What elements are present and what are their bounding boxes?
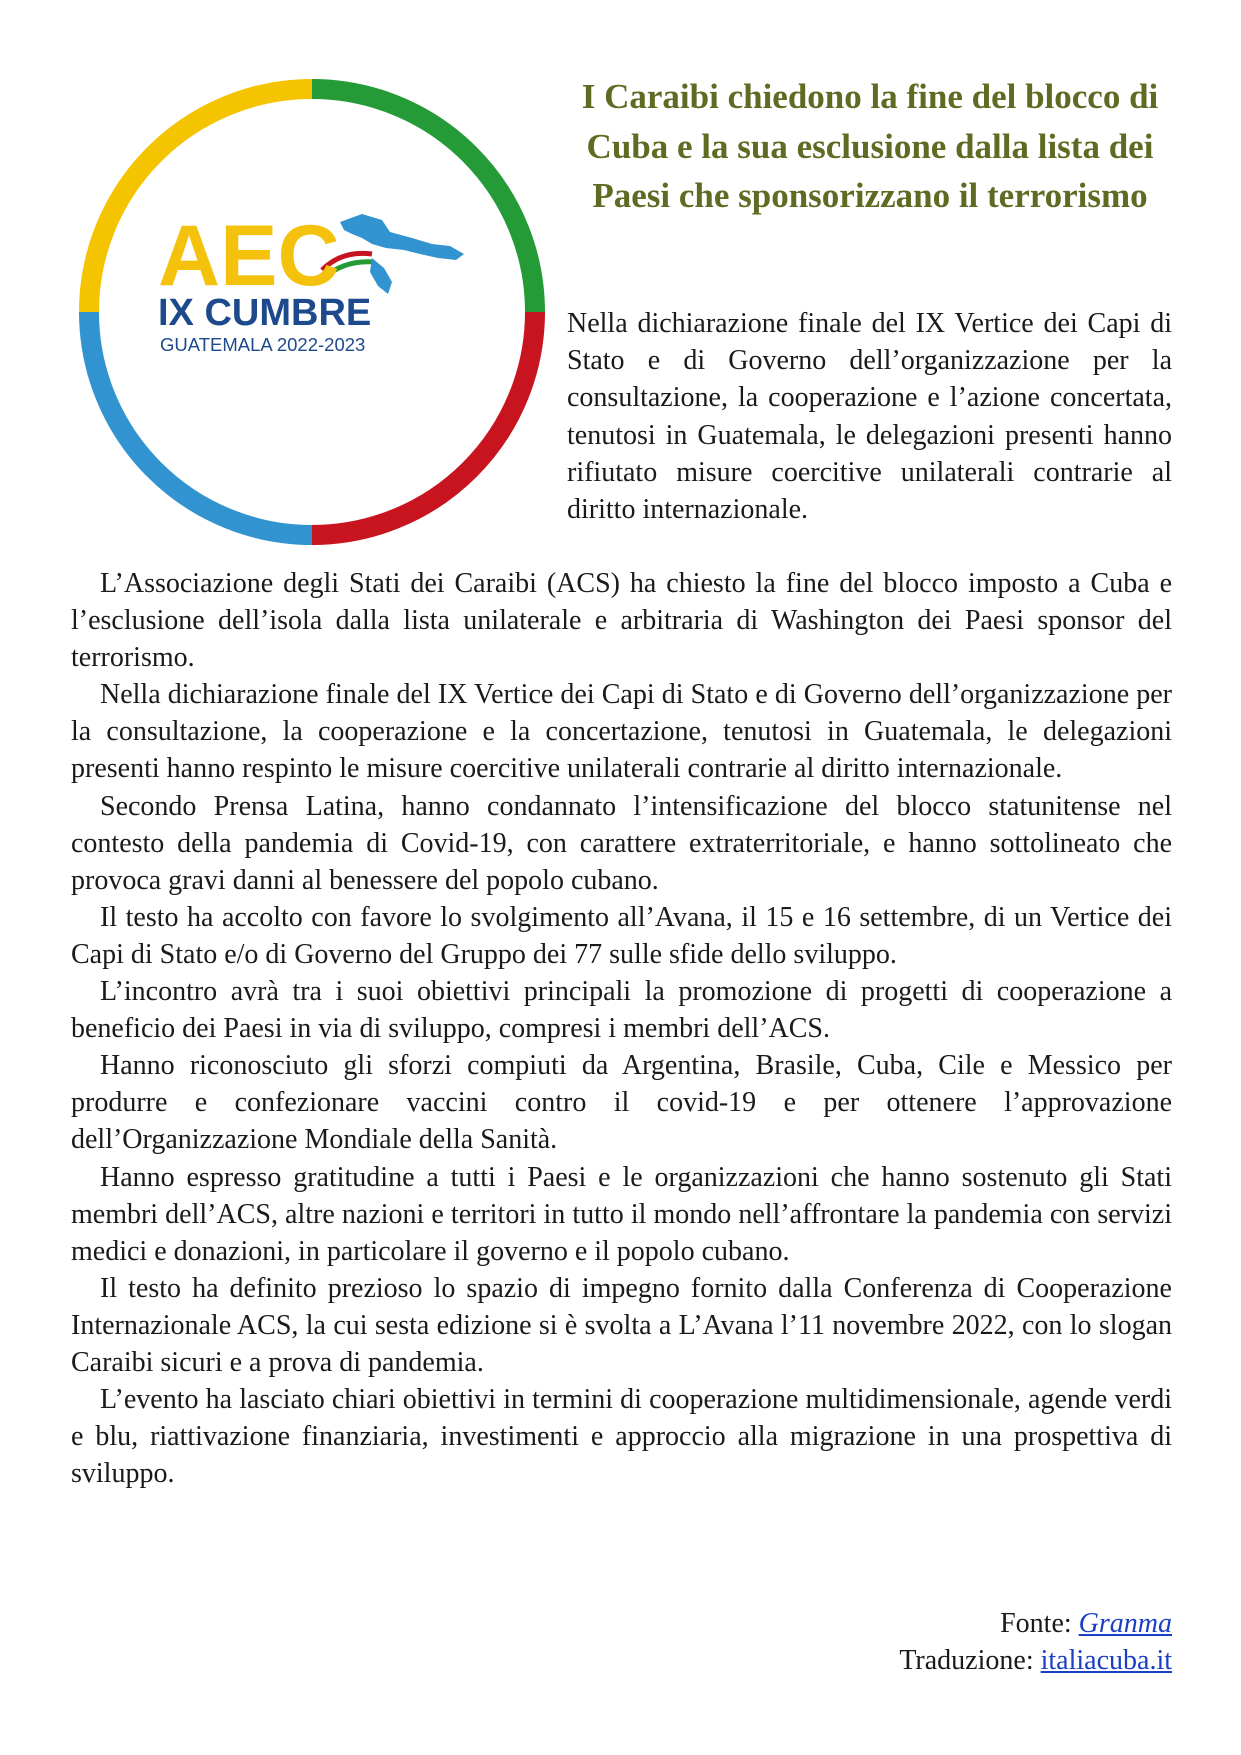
body-paragraph: Hanno espresso gratitudine a tutti i Paesi e le organizzazioni che hanno sostenuto gli Stati membri dell’ACS, altre nazioni e territori in tutto il mondo nell’affrontare la pandemia con servizi medici e donazioni, in particolare il governo e il popolo cubano. [71,1161,1172,1267]
body-paragraph: L’Associazione degli Stati dei Caraibi (ACS) ha chiesto la fine del blocco imposto a Cuba e l’esclusione dell’isola dalla lista unilaterale e arbitraria di Washington dei Paesi sponsor del terrorismo. [71,568,1172,674]
body-paragraph: Nella dichiarazione finale del IX Vertice dei Capi di Stato e di Governo dell’organizzazione per la consultazione, la cooperazione e la concertazione, tenutosi in Guatemala, le delegazioni presenti hanno respinto le misure coercitive unilaterali contrarie al diritto internazionale. [71,679,1172,785]
article-body [71,565,1172,1492]
source-label: Fonte: [1000,1608,1079,1639]
source-link[interactable]: Granma [1078,1608,1172,1639]
body-paragraph: Secondo Prensa Latina, hanno condannato l’intensificazione del blocco statunitense nel contesto della pandemia di Covid-19, con carattere extraterritoriale, e hanno sottolineato che provoca gravi danni al benessere del popolo cubano. [71,790,1172,896]
translation-line [899,1642,1172,1679]
body-paragraph: Il testo ha definito prezioso lo spazio di impegno fornito dalla Conferenza di Cooperazione Internazionale ACS, la cui sesta edizione si è svolta a L’Avana l’11 novembre 2022, con lo slogan Caraibi sicuri e a prova di pandemia. [71,1272,1172,1378]
article-footer [899,1605,1172,1679]
article-intro: Nella dichiarazione finale del IX Vertice dei Capi di Stato e di Governo dell’organizzazione per la consultazione, la cooperazione e l’azione concertata, tenutosi in Guatemala, le delegazioni presenti hanno rifiutato misure coercitive unilaterali contrarie al diritto internazionale. [567,308,1172,526]
article-title: I Caraibi chiedono la fine del blocco di Cuba e la sua esclusione dalla lista dei Paesi che sponsorizzano il terrorismo [581,77,1159,215]
aec-ix-cumbre-logo [72,72,552,552]
body-paragraph: Hanno riconosciuto gli sforzi compiuti da Argentina, Brasile, Cuba, Cile e Messico per produrre e confezionare vaccini contro il covid-19 e per ottenere l’approvazione dell’Organizzazione Mondiale della Sanità. [71,1050,1172,1156]
logo-acronym: AEC [158,208,340,304]
body-paragraph: Il testo ha accolto con favore lo svolgimento all’Avana, il 15 e 16 settembre, di un Vertice dei Capi di Stato e/o di Governo del Gruppo dei 77 sulle sfide dello sviluppo. [71,901,1172,970]
body-paragraph: L’incontro avrà tra i suoi obiettivi principali la promozione di progetti di cooperazione a beneficio dei Paesi in via di sviluppo, compresi i membri dell’ACS. [71,976,1172,1045]
translation-label: Traduzione: [899,1645,1041,1676]
source-line [899,1605,1172,1642]
logo-ring-green-arc [312,89,535,312]
translation-link[interactable]: italiacuba.it [1040,1645,1172,1676]
logo-cumbre-text: IX CUMBRE [158,292,372,334]
body-paragraph: L’evento ha lasciato chiari obiettivi in termini di cooperazione multidimensionale, agende verdi e blu, riattivazione finanziaria, investimenti e approccio alla migrazione in una prospettiva di sviluppo. [71,1384,1172,1490]
logo-location-text: GUATEMALA 2022-2023 [160,334,366,355]
